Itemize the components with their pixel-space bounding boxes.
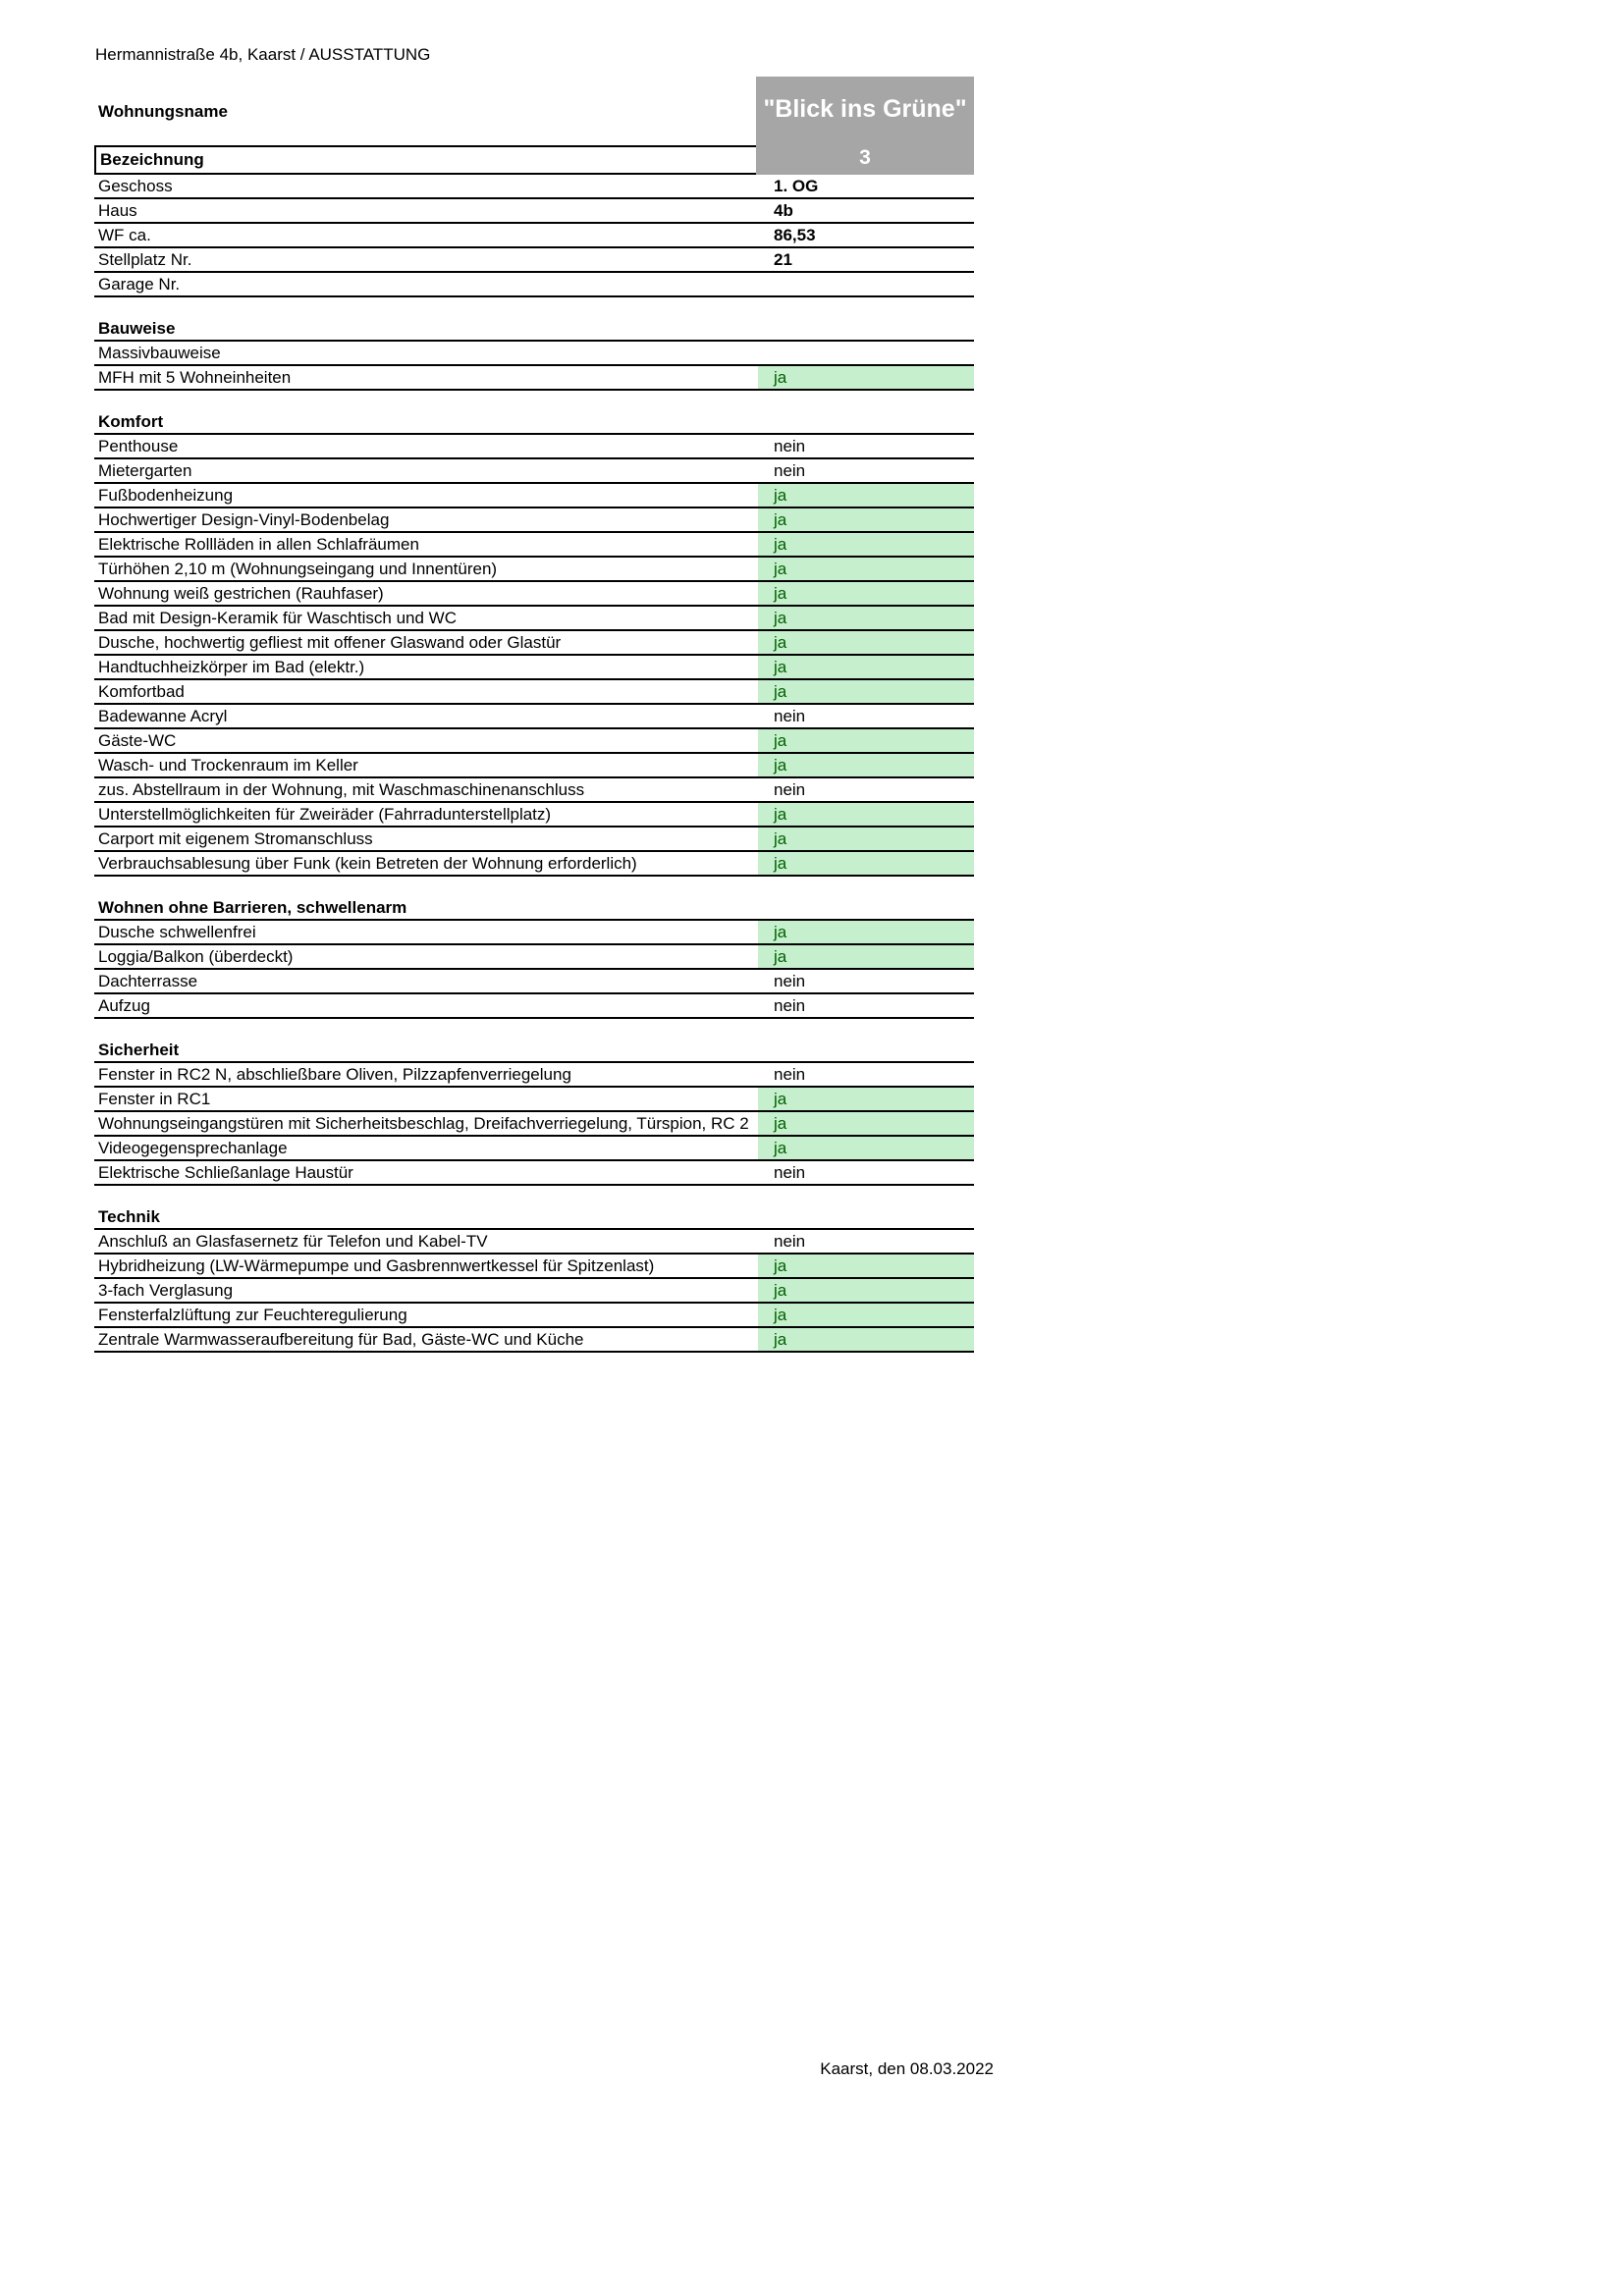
table-row <box>94 1279 974 1304</box>
section <box>94 896 974 1019</box>
row-value: nein <box>774 1162 806 1182</box>
row-label: Elektrische Schließanlage Haustür <box>98 1162 353 1182</box>
row-label: Wohnung weiß gestrichen (Rauhfaser) <box>98 583 384 603</box>
row-label: Unterstellmöglichkeiten für Zweiräder (Fahrradunterstellplatz) <box>98 804 552 824</box>
table-row <box>94 1328 974 1353</box>
row-label: Badewanne Acryl <box>98 706 228 725</box>
table-row <box>94 435 974 459</box>
row-value: 4b <box>774 200 793 220</box>
row-label: Penthouse <box>98 436 179 455</box>
row-value: ja <box>758 484 974 507</box>
table-row <box>94 852 974 877</box>
table-row <box>94 970 974 994</box>
section-title: Technik <box>94 1205 974 1230</box>
row-value: 21 <box>774 249 792 269</box>
row-value: ja <box>758 533 974 556</box>
row-value: ja <box>758 921 974 943</box>
table-row <box>94 558 974 582</box>
row-value: ja <box>758 631 974 654</box>
row-value: ja <box>758 945 974 968</box>
apartment-number: 3 <box>859 146 871 169</box>
table-row <box>94 778 974 803</box>
row-value: ja <box>758 1255 974 1277</box>
row-label: Videogegensprechanlage <box>98 1138 288 1157</box>
row-value: ja <box>758 680 974 703</box>
row-value: ja <box>758 558 974 580</box>
table-row <box>94 273 974 297</box>
row-value: 1. OG <box>774 176 819 195</box>
row-value: ja <box>758 656 974 678</box>
row-label: zus. Abstellraum in der Wohnung, mit Waschmaschinenanschluss <box>98 779 585 799</box>
section <box>94 1039 974 1186</box>
row-value: ja <box>758 607 974 629</box>
row-label: Gäste-WC <box>98 730 177 750</box>
table-row <box>94 1088 974 1112</box>
table-row <box>94 459 974 484</box>
table-row <box>94 945 974 970</box>
table-row <box>94 656 974 680</box>
row-label: Loggia/Balkon (überdeckt) <box>98 946 294 966</box>
row-label: Fußbodenheizung <box>98 485 234 505</box>
apartment-name: "Blick ins Grüne" <box>763 94 967 123</box>
row-label: Fenster in RC2 N, abschließbare Oliven, Pilzzapfenverriegelung <box>98 1064 571 1084</box>
row-value: nein <box>774 436 806 455</box>
table-row <box>94 248 974 273</box>
row-value: ja <box>758 1279 974 1302</box>
row-value: nein <box>774 460 806 480</box>
row-value: ja <box>758 803 974 826</box>
row-value: nein <box>774 1064 806 1084</box>
row-label: Zentrale Warmwasseraufbereitung für Bad, Gäste-WC und Küche <box>98 1329 584 1349</box>
section-title: Komfort <box>94 410 974 435</box>
table-row <box>94 508 974 533</box>
row-label: Mietergarten <box>98 460 192 480</box>
table-row <box>94 175 974 199</box>
row-value: ja <box>758 852 974 875</box>
row-label: Fenster in RC1 <box>98 1089 211 1108</box>
row-label: Dachterrasse <box>98 971 198 990</box>
apartment-name-box <box>756 77 974 175</box>
section-title: Wohnen ohne Barrieren, schwellenarm <box>94 896 974 921</box>
section <box>94 317 974 391</box>
table-row <box>94 994 974 1019</box>
row-label: Komfortbad <box>98 681 185 701</box>
row-value: ja <box>758 1112 974 1135</box>
row-label: Carport mit eigenem Stromanschluss <box>98 828 373 848</box>
document-header: Hermannistraße 4b, Kaarst / AUSSTATTUNG <box>95 45 431 64</box>
row-value: ja <box>758 754 974 776</box>
row-label: Geschoss <box>98 176 173 195</box>
section-title: Bauweise <box>94 317 974 342</box>
table-row <box>94 607 974 631</box>
row-value: nein <box>774 971 806 990</box>
row-label: Dusche schwellenfrei <box>98 922 256 941</box>
table-row <box>94 631 974 656</box>
row-value <box>758 342 974 364</box>
row-label: Anschluß an Glasfasernetz für Telefon und Kabel-TV <box>98 1231 488 1251</box>
table-row <box>94 1304 974 1328</box>
sections <box>94 317 974 1353</box>
row-label: Garage Nr. <box>98 274 181 294</box>
row-value: ja <box>758 1328 974 1351</box>
row-label: Wohnungseingangstüren mit Sicherheitsbeschlag, Dreifachverriegelung, Türspion, RC 2 <box>98 1113 749 1133</box>
row-value: ja <box>758 1088 974 1110</box>
row-value: nein <box>774 1231 806 1251</box>
row-label: Verbrauchsablesung über Funk (kein Betreten der Wohnung erforderlich) <box>98 853 637 873</box>
wohnungsname-label: Wohnungsname <box>98 102 228 121</box>
row-value: ja <box>758 828 974 850</box>
table-row <box>94 754 974 778</box>
row-label: MFH mit 5 Wohneinheiten <box>98 367 292 387</box>
table-row <box>94 224 974 248</box>
table-row <box>94 705 974 729</box>
row-label: Elektrische Rollläden in allen Schlafräumen <box>98 534 419 554</box>
table-row <box>94 1063 974 1088</box>
section-title: Sicherheit <box>94 1039 974 1063</box>
row-value: ja <box>758 1137 974 1159</box>
table-row <box>94 680 974 705</box>
section <box>94 410 974 877</box>
row-value <box>758 273 974 295</box>
table-row <box>94 366 974 391</box>
table-row <box>94 1230 974 1255</box>
table-row <box>94 828 974 852</box>
row-value: ja <box>758 1304 974 1326</box>
row-value: ja <box>758 582 974 605</box>
equipment-table <box>94 77 974 1353</box>
row-label: Bad mit Design-Keramik für Waschtisch und WC <box>98 608 457 627</box>
row-label: Dusche, hochwertig gefliest mit offener Glaswand oder Glastür <box>98 632 562 652</box>
document-footer: Kaarst, den 08.03.2022 <box>820 2059 994 2078</box>
bezeichnung-label: Bezeichnung <box>94 145 758 175</box>
table-row <box>94 342 974 366</box>
info-rows <box>94 175 974 297</box>
row-label: Fensterfalzlüftung zur Feuchteregulierung <box>98 1305 407 1324</box>
table-row <box>94 1137 974 1161</box>
row-label: Aufzug <box>98 995 150 1015</box>
row-label: Stellplatz Nr. <box>98 249 192 269</box>
row-label: Wasch- und Trockenraum im Keller <box>98 755 358 774</box>
table-row <box>94 803 974 828</box>
row-label: Haus <box>98 200 137 220</box>
table-row <box>94 199 974 224</box>
row-label: Hochwertiger Design-Vinyl-Bodenbelag <box>98 509 390 529</box>
row-value: ja <box>758 508 974 531</box>
row-label: 3-fach Verglasung <box>98 1280 234 1300</box>
row-label: Handtuchheizkörper im Bad (elektr.) <box>98 657 365 676</box>
row-label: Hybridheizung (LW-Wärmepumpe und Gasbrennwertkessel für Spitzenlast) <box>98 1255 655 1275</box>
section <box>94 1205 974 1353</box>
row-label: Massivbauweise <box>98 343 221 362</box>
row-label: WF ca. <box>98 225 151 244</box>
table-row <box>94 582 974 607</box>
table-row <box>94 1255 974 1279</box>
table-row <box>94 729 974 754</box>
row-value: ja <box>758 729 974 752</box>
table-row <box>94 1112 974 1137</box>
row-value: nein <box>774 995 806 1015</box>
row-value: nein <box>774 779 806 799</box>
row-value: ja <box>758 366 974 389</box>
table-row <box>94 921 974 945</box>
table-row <box>94 484 974 508</box>
table-row <box>94 1161 974 1186</box>
row-value: nein <box>774 706 806 725</box>
row-value: 86,53 <box>774 225 816 244</box>
apartment-header-block <box>94 77 974 175</box>
row-label: Türhöhen 2,10 m (Wohnungseingang und Innentüren) <box>98 559 498 578</box>
table-row <box>94 533 974 558</box>
